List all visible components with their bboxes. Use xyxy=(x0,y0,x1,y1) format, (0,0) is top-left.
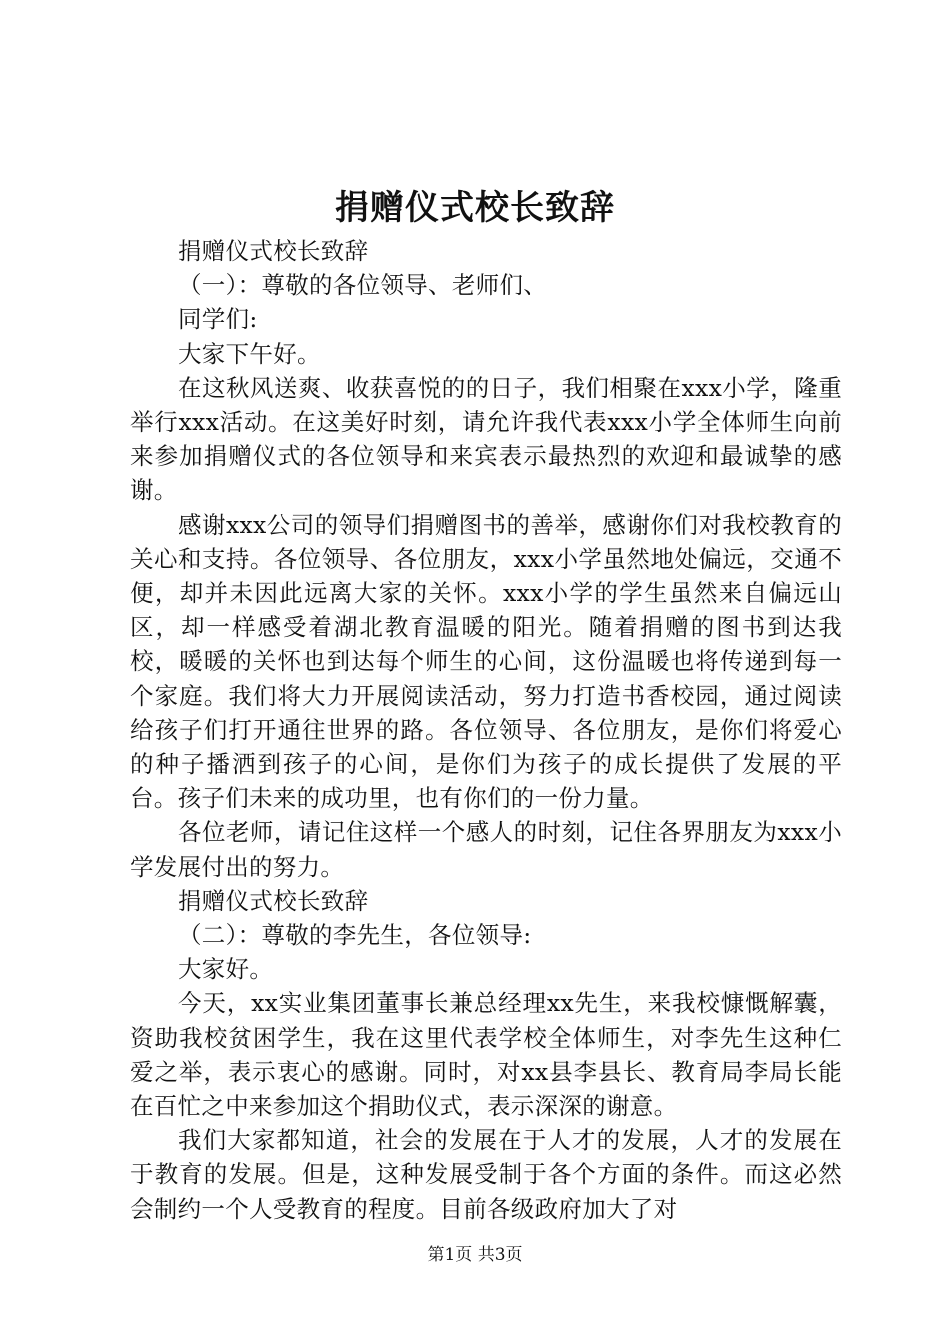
paragraph: 感谢xxx公司的领导们捐赠图书的善举，感谢你们对我校教育的关心和支持。各位领导、各位朋友，xxx小学虽然地处偏远，交通不便，却并未因此远离大家的关怀。xxx小学的学生虽然来自偏远山区，却一样感受着湖北教育温暖的阳光。随着捐赠的图书到达我校，暖暖的关怀也到达每个师生的心间，这份温暖也将传递到每一个家庭。我们将大力开展阅读活动，努力打造书香校园，通过阅读给孩子们打开通往世界的路。各位领导、各位朋友，是你们将爱心的种子播洒到孩子的心间，是你们为孩子的成长提供了发展的平台。孩子们未来的成功里，也有你们的一份力量。 xyxy=(130,510,842,813)
paragraph: （二）：尊敬的李先生，各位领导: xyxy=(178,921,532,950)
paragraph: 同学们: xyxy=(178,305,258,334)
paragraph: （一）：尊敬的各位领导、老师们、 xyxy=(178,271,548,300)
document-body xyxy=(130,234,842,1226)
paragraph: 大家下午好。 xyxy=(178,339,321,368)
document-title: 捐赠仪式校长致辞 xyxy=(335,188,615,228)
paragraph: 今天，xx实业集团董事长兼总经理xx先生，来我校慷慨解囊，资助我校贫困学生，我在这里代表学校全体师生，对李先生这种仁爱之举，表示衷心的感谢。同时，对xx县李县长、教育局李局长能在百忙之中来参加这个捐助仪式，表示深深的谢意。 xyxy=(130,989,842,1121)
paragraph: 我们大家都知道，社会的发展在于人才的发展，人才的发展在于教育的发展。但是，这种发展受制于各个方面的条件。而这必然会制约一个人受教育的程度。目前各级政府加大了对 xyxy=(130,1126,842,1223)
paragraph: 各位老师，请记住这样一个感人的时刻，记住各界朋友为xxx小学发展付出的努力。 xyxy=(130,818,842,881)
paragraph: 大家好。 xyxy=(178,955,274,984)
paragraph: 在这秋风送爽、收获喜悦的的日子，我们相聚在xxx小学，隆重举行xxx活动。在这美好时刻，请允许我代表xxx小学全体师生向前来参加捐赠仪式的各位领导和来宾表示最热烈的欢迎和最诚挚的感谢。 xyxy=(130,373,842,505)
paragraph: 捐赠仪式校长致辞 xyxy=(178,237,369,265)
page-number-footer: 第1页 共3页 xyxy=(427,1245,523,1265)
paragraph: 捐赠仪式校长致辞 xyxy=(178,886,369,915)
